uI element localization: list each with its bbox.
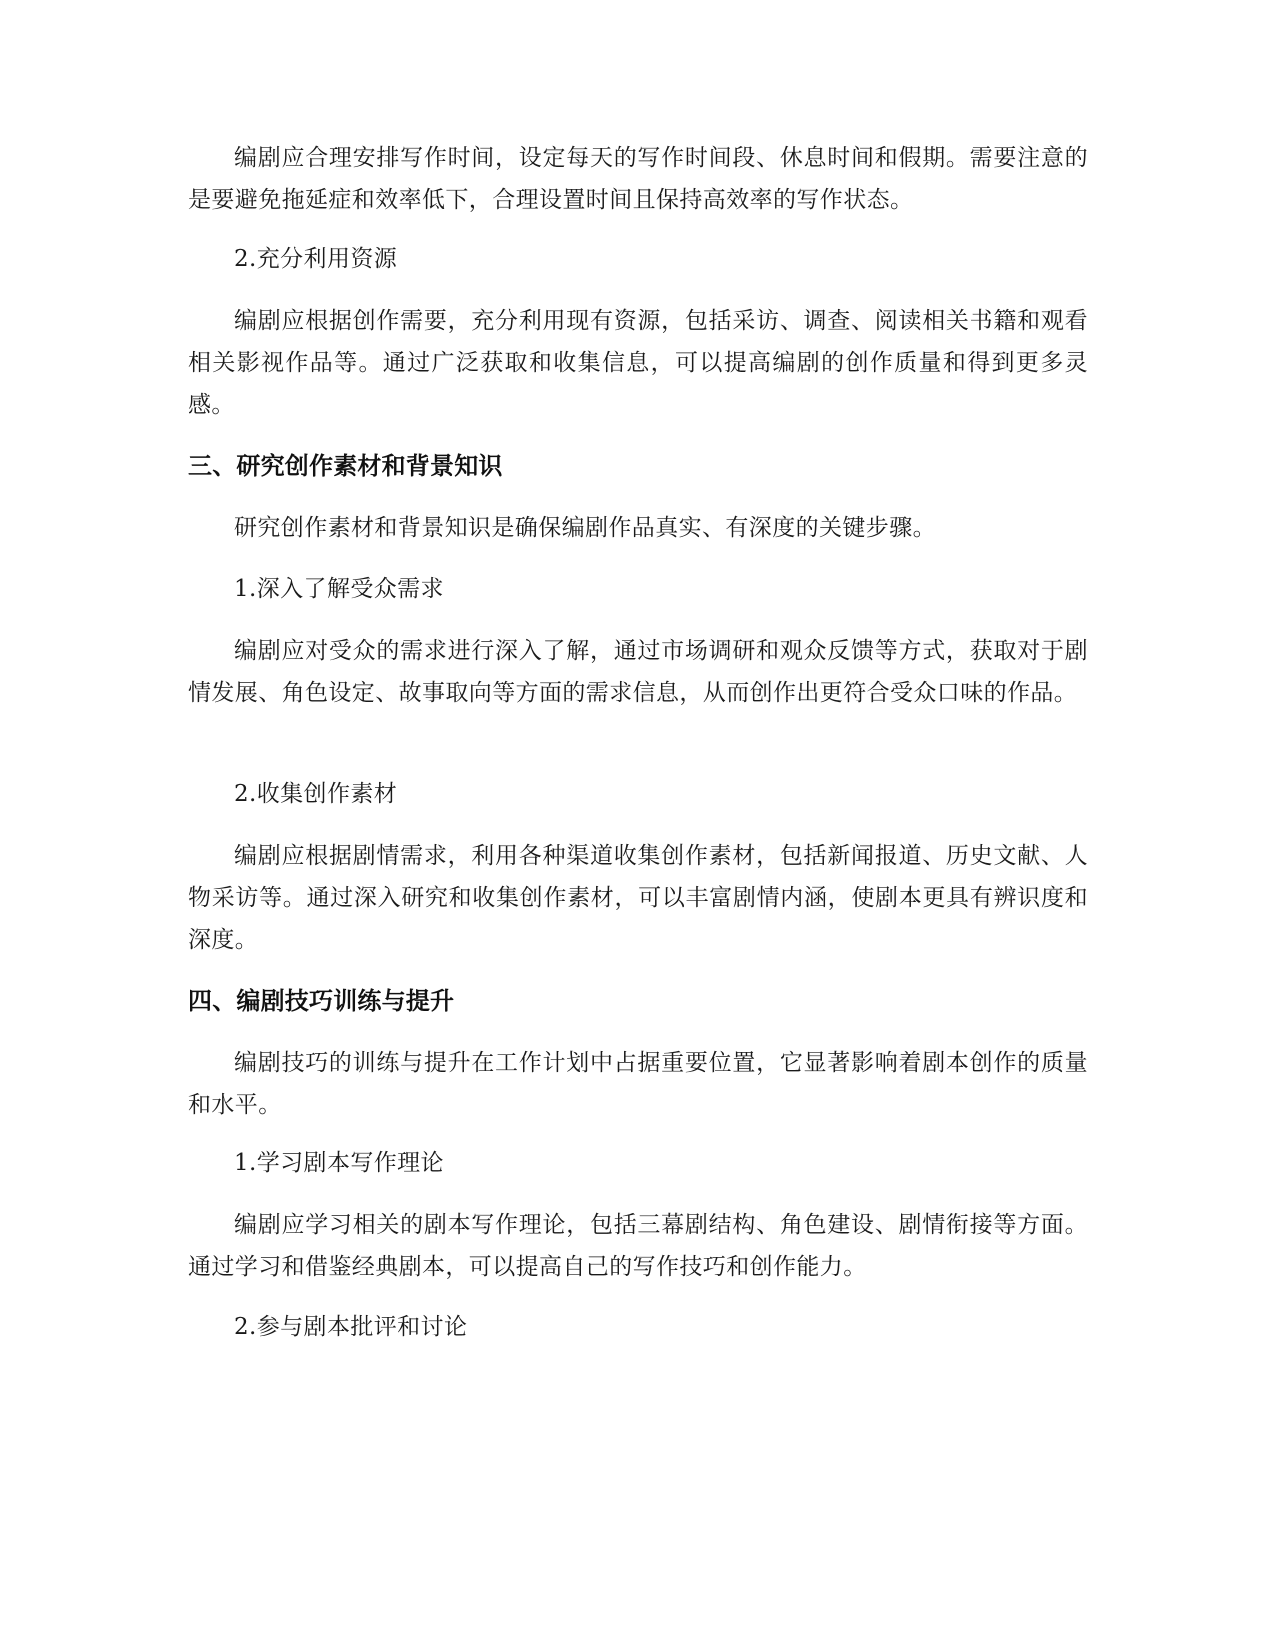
- list-item-use-resources: 2.充分利用资源: [234, 246, 398, 272]
- section-heading-research: 三、研究创作素材和背景知识: [188, 452, 503, 480]
- list-item-learn-theory: 1.学习剧本写作理论: [234, 1150, 444, 1176]
- paragraph-writing-schedule: 编剧应合理安排写作时间，设定每天的写作时间段、休息时间和假期。需要注意的是要避免拖延症和效率低下，合理设置时间且保持高效率的写作状态。: [188, 145, 1088, 213]
- list-item-critique-discussion: 2.参与剧本批评和讨论: [234, 1314, 468, 1340]
- list-item-collect-material: 2.收集创作素材: [234, 781, 398, 807]
- section-heading-skills: 四、编剧技巧训练与提升: [188, 987, 455, 1015]
- paragraph-use-resources: 编剧应根据创作需要，充分利用现有资源，包括采访、调查、阅读相关书籍和观看相关影视作品等。通过广泛获取和收集信息，可以提高编剧的创作质量和得到更多灵感。: [188, 308, 1088, 418]
- paragraph-collect-material: 编剧应根据剧情需求，利用各种渠道收集创作素材，包括新闻报道、历史文献、人物采访等。通过深入研究和收集创作素材，可以丰富剧情内涵，使剧本更具有辨识度和深度。: [188, 843, 1088, 953]
- paragraph-skills-intro: 编剧技巧的训练与提升在工作计划中占据重要位置，它显著影响着剧本创作的质量和水平。: [188, 1050, 1088, 1118]
- list-item-audience-needs: 1.深入了解受众需求: [234, 576, 444, 602]
- paragraph-audience-needs: 编剧应对受众的需求进行深入了解，通过市场调研和观众反馈等方式，获取对于剧情发展、角色设定、故事取向等方面的需求信息，从而创作出更符合受众口味的作品。: [188, 638, 1088, 706]
- paragraph-research-intro: 研究创作素材和背景知识是确保编剧作品真实、有深度的关键步骤。: [234, 515, 936, 541]
- paragraph-learn-theory: 编剧应学习相关的剧本写作理论，包括三幕剧结构、角色建设、剧情衔接等方面。通过学习和借鉴经典剧本，可以提高自己的写作技巧和创作能力。: [188, 1212, 1088, 1280]
